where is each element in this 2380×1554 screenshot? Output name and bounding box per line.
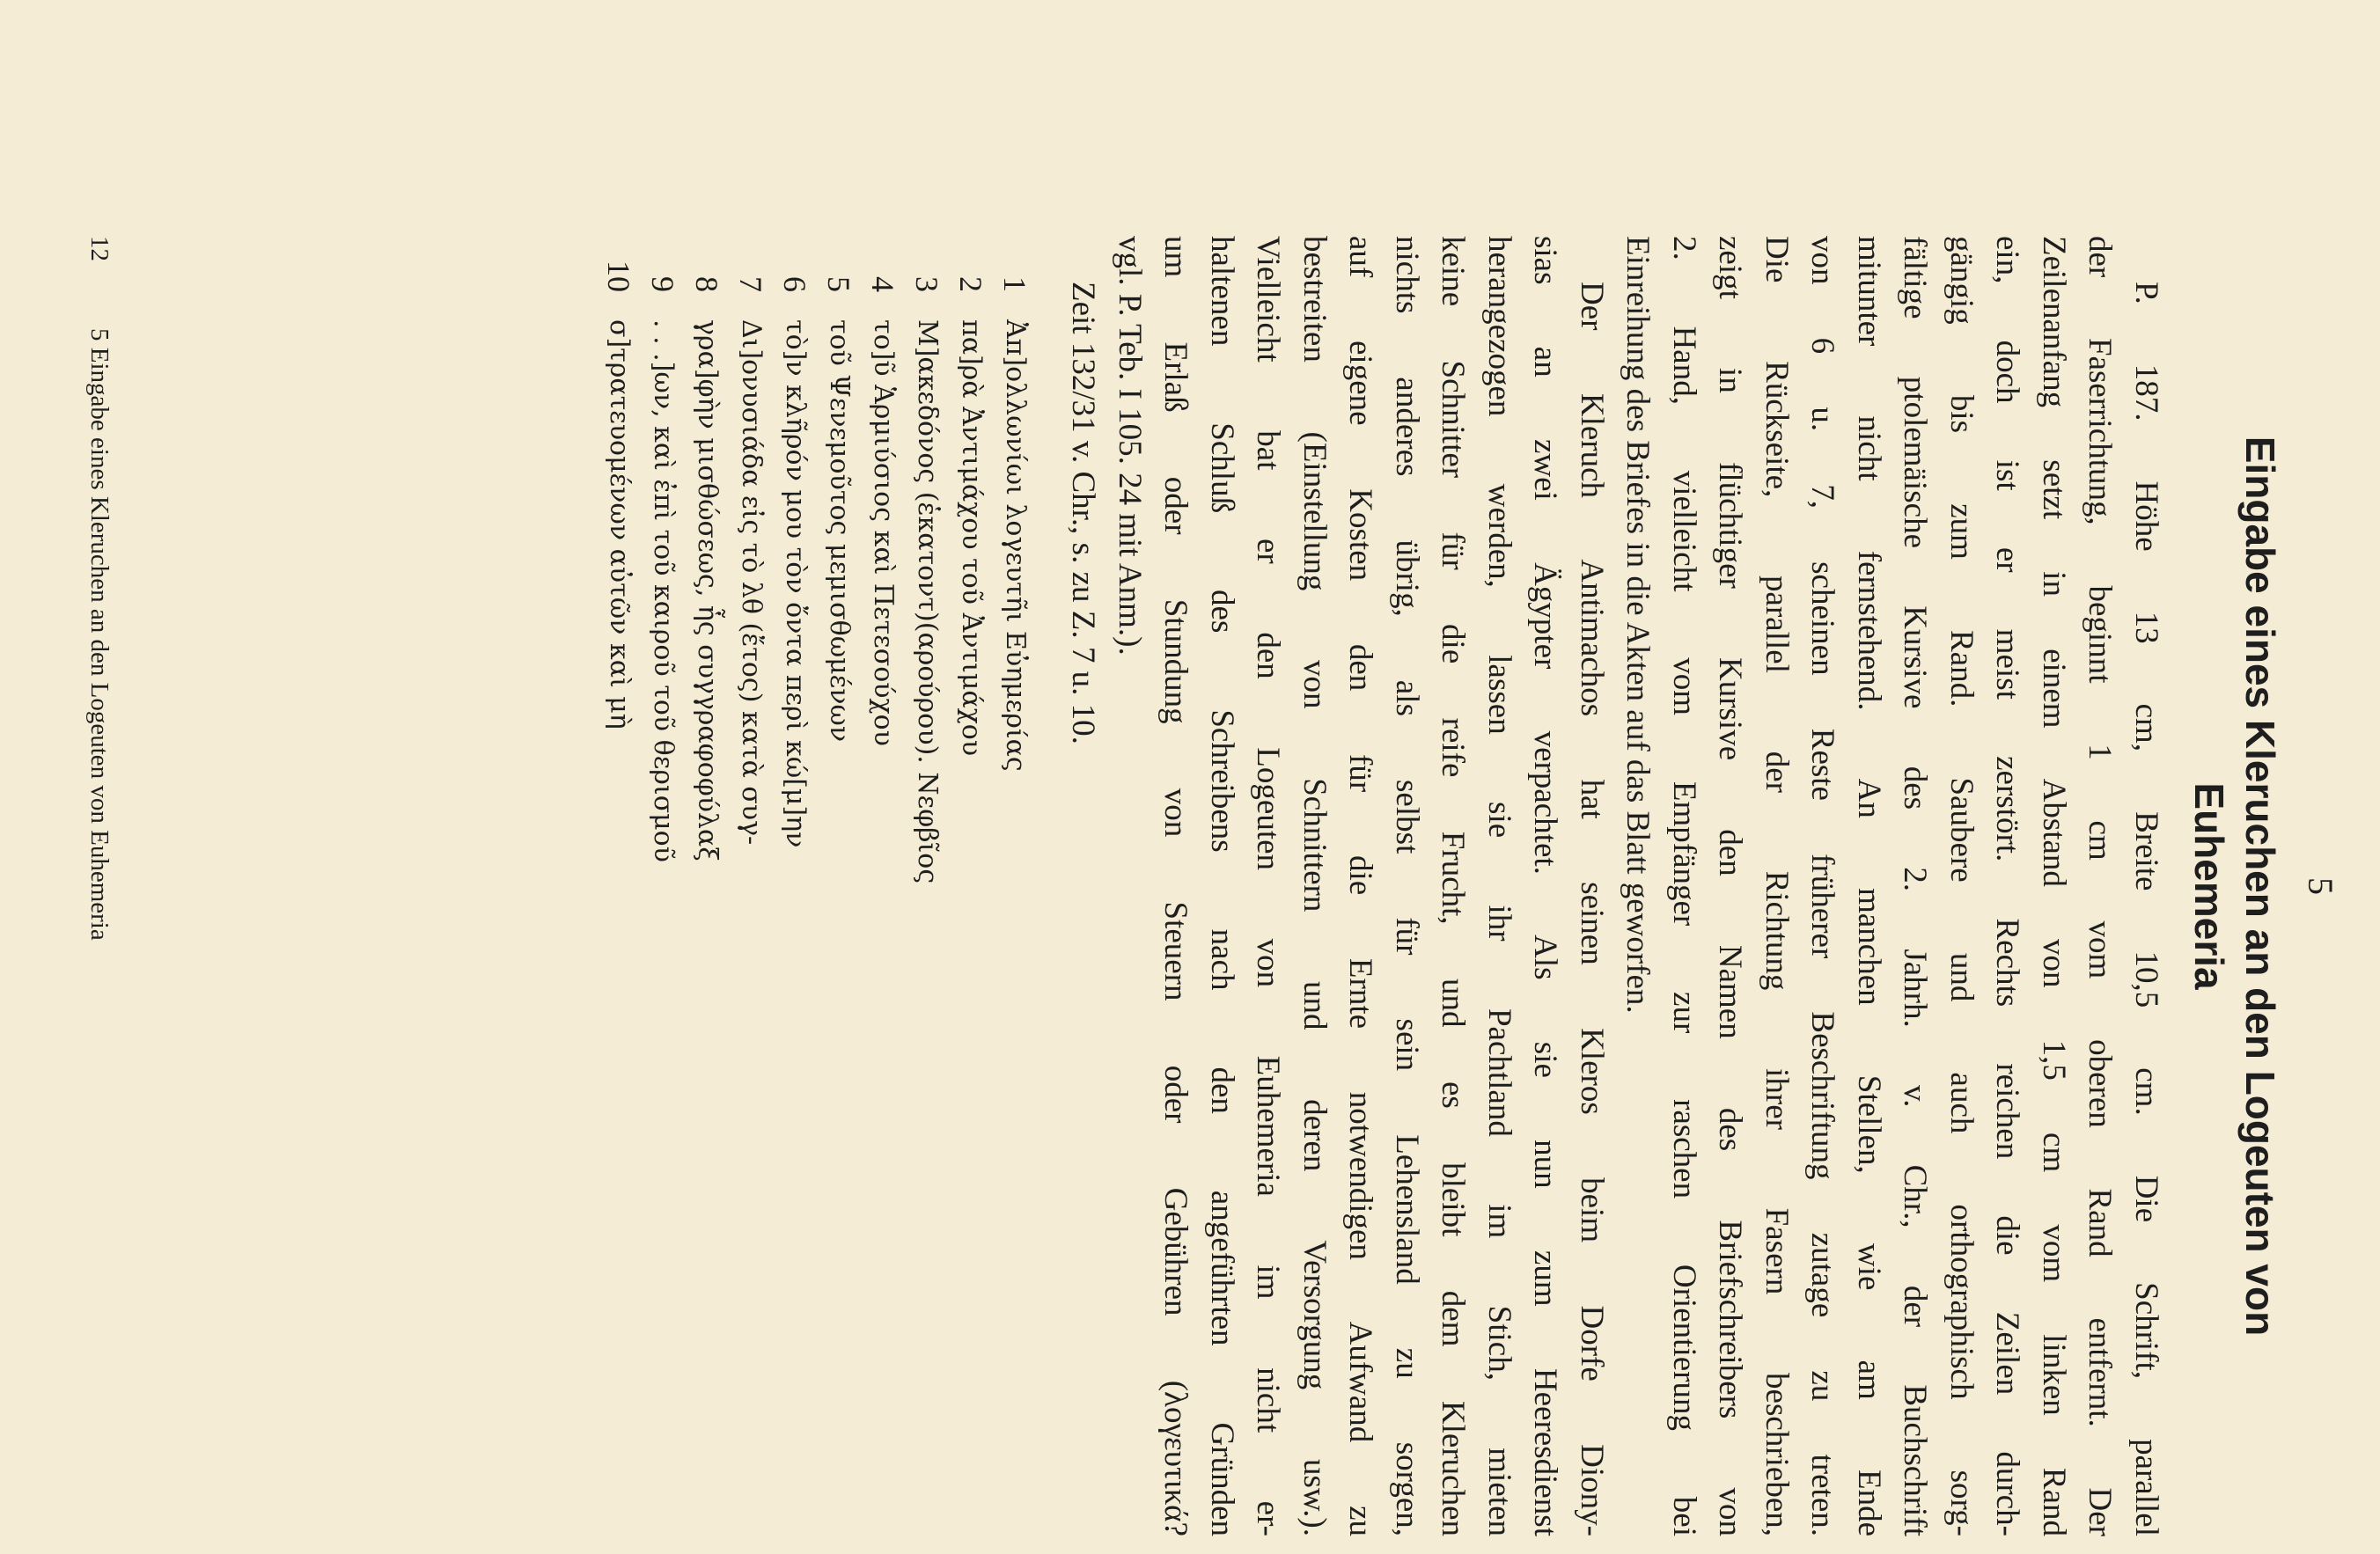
text-line: gängig bis zum Rand. Saubere und auch orthographisch sorg- bbox=[1943, 236, 1980, 1536]
text-line: 2. Hand, vielleicht vom Empfänger zur raschen Orientierung bei bbox=[1666, 236, 1702, 1536]
greek-line-text: Δι]ονυσιάδα εἰς τὸ λθ (ἔτος) κατὰ συγ- bbox=[736, 319, 767, 846]
line-number: 5 bbox=[821, 276, 856, 292]
greek-text-line bbox=[685, 236, 729, 1536]
line-number: 6 bbox=[777, 276, 812, 292]
line-number: 4 bbox=[865, 276, 900, 292]
text-line: Der Kleruch Antimachos hat seinen Kleros beim Dorfe Diony- bbox=[1574, 282, 1610, 1536]
text-line: um Erlaß oder Stundung von Steuern oder Gebühren (λογευτικά? bbox=[1157, 236, 1194, 1536]
greek-line-text: τοῦ Ψενεμοῦτος μεμισθωμένων bbox=[824, 319, 855, 743]
text-line: haltenen Schluß des Schreibens nach den angeführten Gründen bbox=[1204, 236, 1240, 1536]
greek-line-text: το]ῦ Ἁρμιύσιος καὶ Πετεσούχου bbox=[868, 319, 899, 746]
greek-text-line bbox=[993, 236, 1037, 1536]
text-line: Vielleicht bat er den Logeuten von Euhemeria im nicht er- bbox=[1250, 236, 1287, 1536]
line-number: 1 bbox=[997, 276, 1032, 292]
text-line: von 6 u. 7, scheinen Reste früherer Beschriftung zutage zu treten. bbox=[1804, 236, 1841, 1536]
line-number: 7 bbox=[733, 276, 768, 292]
greek-line-text: πα]ρὰ Ἀντιμάχου τοῦ Ἀντιμάχου bbox=[956, 319, 987, 757]
page-number: 12 bbox=[85, 236, 114, 261]
greek-text-line bbox=[597, 236, 641, 1536]
text-line: bestreiten (Einstellung von Schnittern und deren Versorgung usw.). bbox=[1297, 236, 1333, 1536]
text-line: mitunter nicht fernstehend. An manchen Stellen, wie am Ende bbox=[1851, 236, 1887, 1536]
document-content bbox=[0, 236, 2380, 1536]
line-number: 10 bbox=[601, 260, 636, 292]
text-line: sias an zwei Ägypter verpachtet. Als sie nun zum Heeresdienst bbox=[1527, 236, 1564, 1536]
text-line: Einreihung des Briefes in die Akten auf das Blatt geworfen. bbox=[1620, 236, 1656, 1014]
greek-text-line bbox=[949, 236, 993, 1536]
text-line: Zeilenanfang setzt in einem Abstand von 1,5 cm vom linken Rand bbox=[2036, 236, 2072, 1536]
document-title-line: Euhemeria bbox=[2186, 782, 2232, 990]
greek-text-line bbox=[817, 236, 861, 1536]
text-line: vgl. P. Teb. I 105. 24 mit Anm.). bbox=[1112, 236, 1148, 656]
greek-line-text: Μ]ακεδόνος (ἑκατοντ)(αρούρου). Νεφβῖος bbox=[912, 319, 943, 884]
greek-line-text: . . .]ων, καὶ ἐπὶ τοῦ καιροῦ τοῦ θερισμοῦ bbox=[648, 319, 679, 862]
text-line: auf eigene Kosten den für die Ernte notwendigen Aufwand zu bbox=[1342, 236, 1379, 1536]
text-line: der Faserrichtung, beginnt 1 cm vom oberen Rand entfernt. Der bbox=[2082, 236, 2119, 1536]
greek-text-line bbox=[861, 236, 905, 1536]
line-number: 9 bbox=[645, 276, 680, 292]
greek-text-line bbox=[641, 236, 685, 1536]
line-number: 3 bbox=[909, 276, 944, 292]
greek-text-line bbox=[905, 236, 949, 1536]
date-line: Zeit 132/31 v. Chr., s. zu Z. 7 u. 10. bbox=[1065, 282, 1102, 744]
text-line: Die Rückseite, parallel der Richtung ihrer Fasern beschrieben, bbox=[1759, 236, 1795, 1536]
greek-line-text: τὸ]ν κλῆρόν μου τὸν ὄντα περὶ κώ[μ]ην bbox=[780, 319, 811, 848]
greek-line-text: σ]τρατευομένων αὐτῶν καὶ μὴ bbox=[604, 319, 635, 729]
line-number: 2 bbox=[953, 276, 988, 292]
document-number: 5 bbox=[2301, 877, 2340, 895]
document-title-line: Eingabe eines Kleruchen an den Logeuten von bbox=[2237, 436, 2283, 1337]
greek-text-line bbox=[729, 236, 773, 1536]
text-line: keine Schnitter für die reife Frucht, und es bleibt dem Kleruchen bbox=[1435, 236, 1472, 1536]
text-line: herangezogen werden, lassen sie ihr Pachtland im Stich, mieten bbox=[1481, 236, 1517, 1536]
text-line: ein, doch ist er meist zerstört. Rechts reichen die Zeilen durch- bbox=[1989, 236, 2026, 1536]
line-number: 8 bbox=[689, 276, 724, 292]
running-head-title: 5 Eingabe eines Kleruchen an den Logeuten von Euhemeria bbox=[85, 328, 114, 941]
text-line: P. 187. Höhe 13 cm, Breite 10,5 cm. Die Schrift, parallel bbox=[2128, 282, 2164, 1536]
text-line: zeigt in flüchtiger Kursive den Namen des Briefschreibers von bbox=[1712, 236, 1749, 1536]
greek-text-line bbox=[773, 236, 817, 1536]
greek-line-text: γρα]φὴν μισθώσεως, ἧς συγγραφοφύλαξ bbox=[692, 319, 723, 861]
text-line: nichts anderes übrig, als selbst für sein Lehensland zu sorgen, bbox=[1389, 236, 1425, 1536]
greek-line-text: Ἀπ]ολλωνίωι λογευτῆι Εὐημερίας bbox=[1000, 319, 1031, 772]
text-line: fältige ptolemäische Kursive des 2. Jahrh. v. Chr., der Buchschrift bbox=[1897, 236, 1934, 1536]
